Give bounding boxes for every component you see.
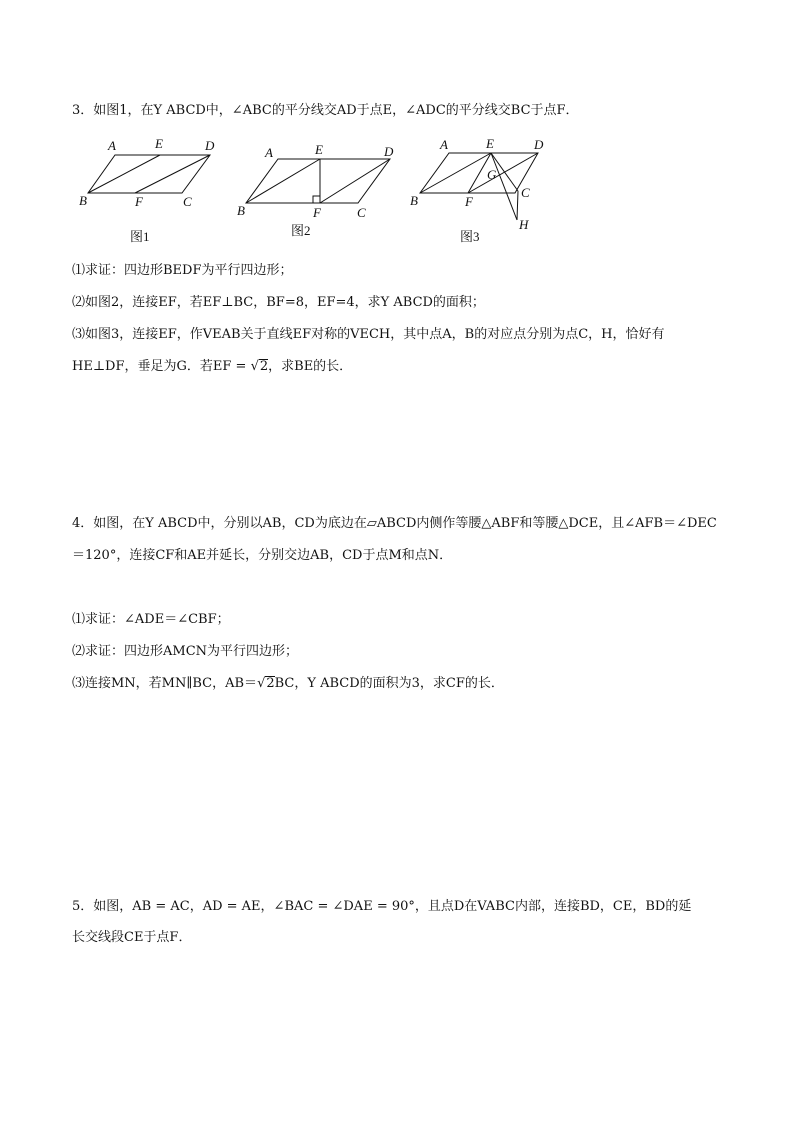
fig3-label-g: G — [487, 167, 497, 182]
problem4-line1: 4．如图，在Y ABCD中，分别以AB，CD为底边在▱ABCD内侧作等腰△ABF和等腰△DCE，且∠AFB＝∠DEC — [72, 516, 717, 531]
fig2-caption: 图2 — [291, 223, 311, 238]
fig1-label-c: C — [183, 194, 192, 209]
fig3-label-c: C — [521, 185, 530, 200]
problem4-q3: ⑶连接MN，若MN∥BC，AB＝√2BC，Y ABCD的面积为3，求CF的长． — [72, 676, 504, 691]
fig1-label-f: F — [135, 194, 143, 209]
problem4-q3-text-pre: ⑶连接MN，若MN∥BC，AB＝ — [72, 676, 258, 691]
fig1-label-b: B — [79, 193, 87, 208]
problem4-q3-text-post: BC，Y ABCD的面积为3，求CF的长． — [274, 676, 504, 691]
problem3-q3-text-pre: HE⊥DF，垂足为G．若EF = — [72, 359, 251, 374]
figure-1 — [75, 135, 225, 245]
fig2-label-a: A — [265, 145, 273, 160]
fig3-line-eh — [491, 153, 517, 220]
problem4-q2: ⑵求证：四边形AMCN为平行四边形； — [72, 644, 299, 659]
fig1-caption: 图1 — [130, 229, 150, 244]
fig3-line-ch — [517, 191, 518, 220]
fig3-label-f: F — [465, 194, 473, 209]
fig2-line-be — [246, 159, 320, 203]
fig3-label-e: E — [486, 136, 494, 151]
fig2-label-e: E — [315, 142, 323, 157]
fig2-label-d: D — [384, 144, 394, 159]
fig2-label-c: C — [357, 205, 366, 220]
fig3-line-be — [420, 153, 491, 193]
problem3-q1: ⑴求证：四边形BEDF为平行四边形； — [72, 263, 293, 278]
fig3-label-b: B — [410, 193, 418, 208]
fig3-caption: 图3 — [460, 229, 480, 244]
problem5-line2: 长交线段CE于点F． — [72, 930, 192, 945]
fig1-line-be — [88, 155, 160, 193]
figure-3 — [405, 135, 555, 247]
problem3-q3-line2: HE⊥DF，垂足为G．若EF = √2，求BE的长． — [72, 359, 353, 374]
problem4-q1: ⑴求证：∠ADE＝∠CBF； — [72, 612, 230, 627]
fig3-label-d: D — [534, 137, 544, 152]
problem5-line1: 5．如图，AB = AC，AD = AE，∠BAC = ∠DAE = 90°，且点D在VABC内部，连接BD，CE，BD的延 — [72, 899, 692, 914]
fig1-label-e: E — [155, 136, 163, 151]
problem3-q3-sqrt: 2 — [259, 359, 269, 374]
problem3-q3-line1: ⑶如图3，连接EF，作VEAB关于直线EF对称的VECH，其中点A，B的对应点分别为点C，H，恰好有 — [72, 327, 665, 342]
fig3-label-a: A — [440, 137, 448, 152]
fig2-label-b: B — [237, 203, 245, 218]
fig2-line-fd — [320, 159, 390, 203]
problem3-stem: 3．如图1，在Y ABCD中，∠ABC的平分线交AD于点E，∠ADC的平分线交BC于点F． — [72, 103, 579, 118]
fig1-line-fd — [135, 155, 210, 193]
problem3-q3-text-post: ，求BE的长． — [268, 359, 353, 374]
fig1-label-d: D — [205, 138, 215, 153]
fig3-label-h: H — [519, 217, 529, 232]
figure-2 — [235, 135, 405, 245]
fig1-label-a: A — [108, 138, 116, 153]
problem4-line2: ＝120°，连接CF和AE并延长，分别交边AB，CD于点M和点N． — [72, 548, 453, 563]
problem3-q2: ⑵如图2，连接EF，若EF⊥BC，BF=8，EF=4，求Y ABCD的面积； — [72, 295, 485, 310]
fig2-label-f: F — [313, 205, 321, 220]
fig2-right-angle — [313, 196, 320, 203]
problem4-q3-sqrt: 2 — [266, 676, 275, 691]
